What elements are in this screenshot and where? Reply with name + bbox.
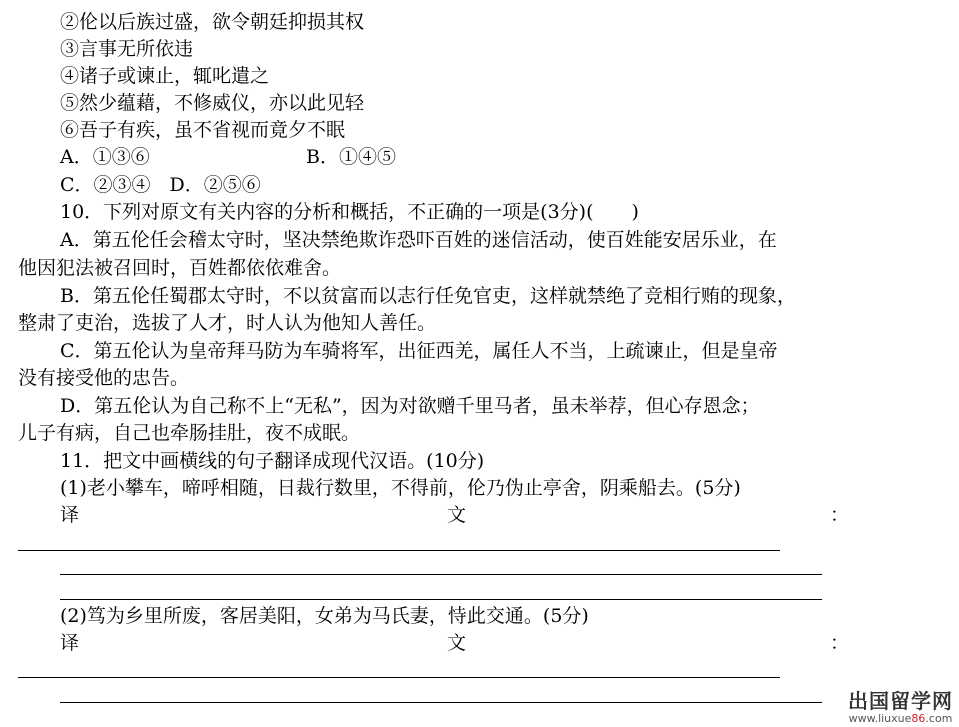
answer-line [18,677,780,678]
answer-line [60,599,822,600]
q10-option-c-line2: 没有接受他的忠告。 [18,367,190,389]
q10-option-d-line1: D．第五伦认为自己称不上“无私”，因为对欲赠千里马者，虽未举荐，但心存恩念； [60,395,760,417]
q10-option-a-line2: 他因犯法被召回时，百姓都依依难舍。 [18,257,342,279]
q10-option-b-line1: B．第五伦任蜀郡太守时，不以贫富而以志行任免官吏，这样就禁绝了竞相行贿的现象， [60,285,796,307]
question-11-stem: 11．把文中画横线的句子翻译成现代汉语。(10分) [60,450,485,472]
watermark-url: www.liuxue86.com [848,712,953,725]
q10-option-d-line2: 儿子有病，自己也牵肠挂肚，夜不成眠。 [18,422,361,444]
answer-line [60,702,822,703]
option-2: ②伦以后族过盛，欲令朝廷抑损其权 [60,11,365,33]
q10-option-a-line1: A．第五伦任会稽太守时，坚决禁绝欺诈恐吓百姓的迷信活动，使百姓能安居乐业，在 [60,229,777,251]
translation-label-1-colon: ： [830,504,850,526]
translation-label-2-yi: 译 [60,632,80,654]
choice-a: A．①③⑥ [60,146,150,168]
choice-c-d: C．②③④ D．②⑤⑥ [60,174,261,196]
translation-label-1-yi: 译 [60,504,80,526]
option-3: ③言事无所依违 [60,38,194,60]
q10-option-b-line2: 整肃了吏治，选拔了人才，时人认为他知人善任。 [18,312,437,334]
q11-part-2: (2)笃为乡里所废，客居美阳，女弟为马氏妻，恃此交通。(5分) [60,605,589,627]
answer-line [18,550,780,551]
translation-label-1-wen: 文 [447,504,467,526]
translation-label-2-wen: 文 [447,632,467,654]
option-5: ⑤然少蕴藉，不修威仪，亦以此见轻 [60,92,365,114]
question-10-stem: 10．下列对原文有关内容的分析和概括，不正确的一项是(3分)( ) [60,201,639,223]
option-6: ⑥吾子有疾，虽不省视而竟夕不眠 [60,119,346,141]
option-4: ④诸子或谏止，辄叱遣之 [60,65,270,87]
q10-option-c-line1: C．第五伦认为皇帝拜马防为车骑将军，出征西羌，属任人不当，上疏谏止，但是皇帝 [60,340,778,362]
watermark-title: 出国留学网 [848,689,953,713]
translation-label-2-colon: ： [830,632,850,654]
q11-part-1: (1)老小攀车，啼呼相随，日裁行数里，不得前，伦乃伪止亭舍，阴乘船去。(5分) [60,477,741,499]
answer-line [60,574,822,575]
site-watermark [848,690,953,725]
choice-b: B．①④⑤ [306,146,396,168]
